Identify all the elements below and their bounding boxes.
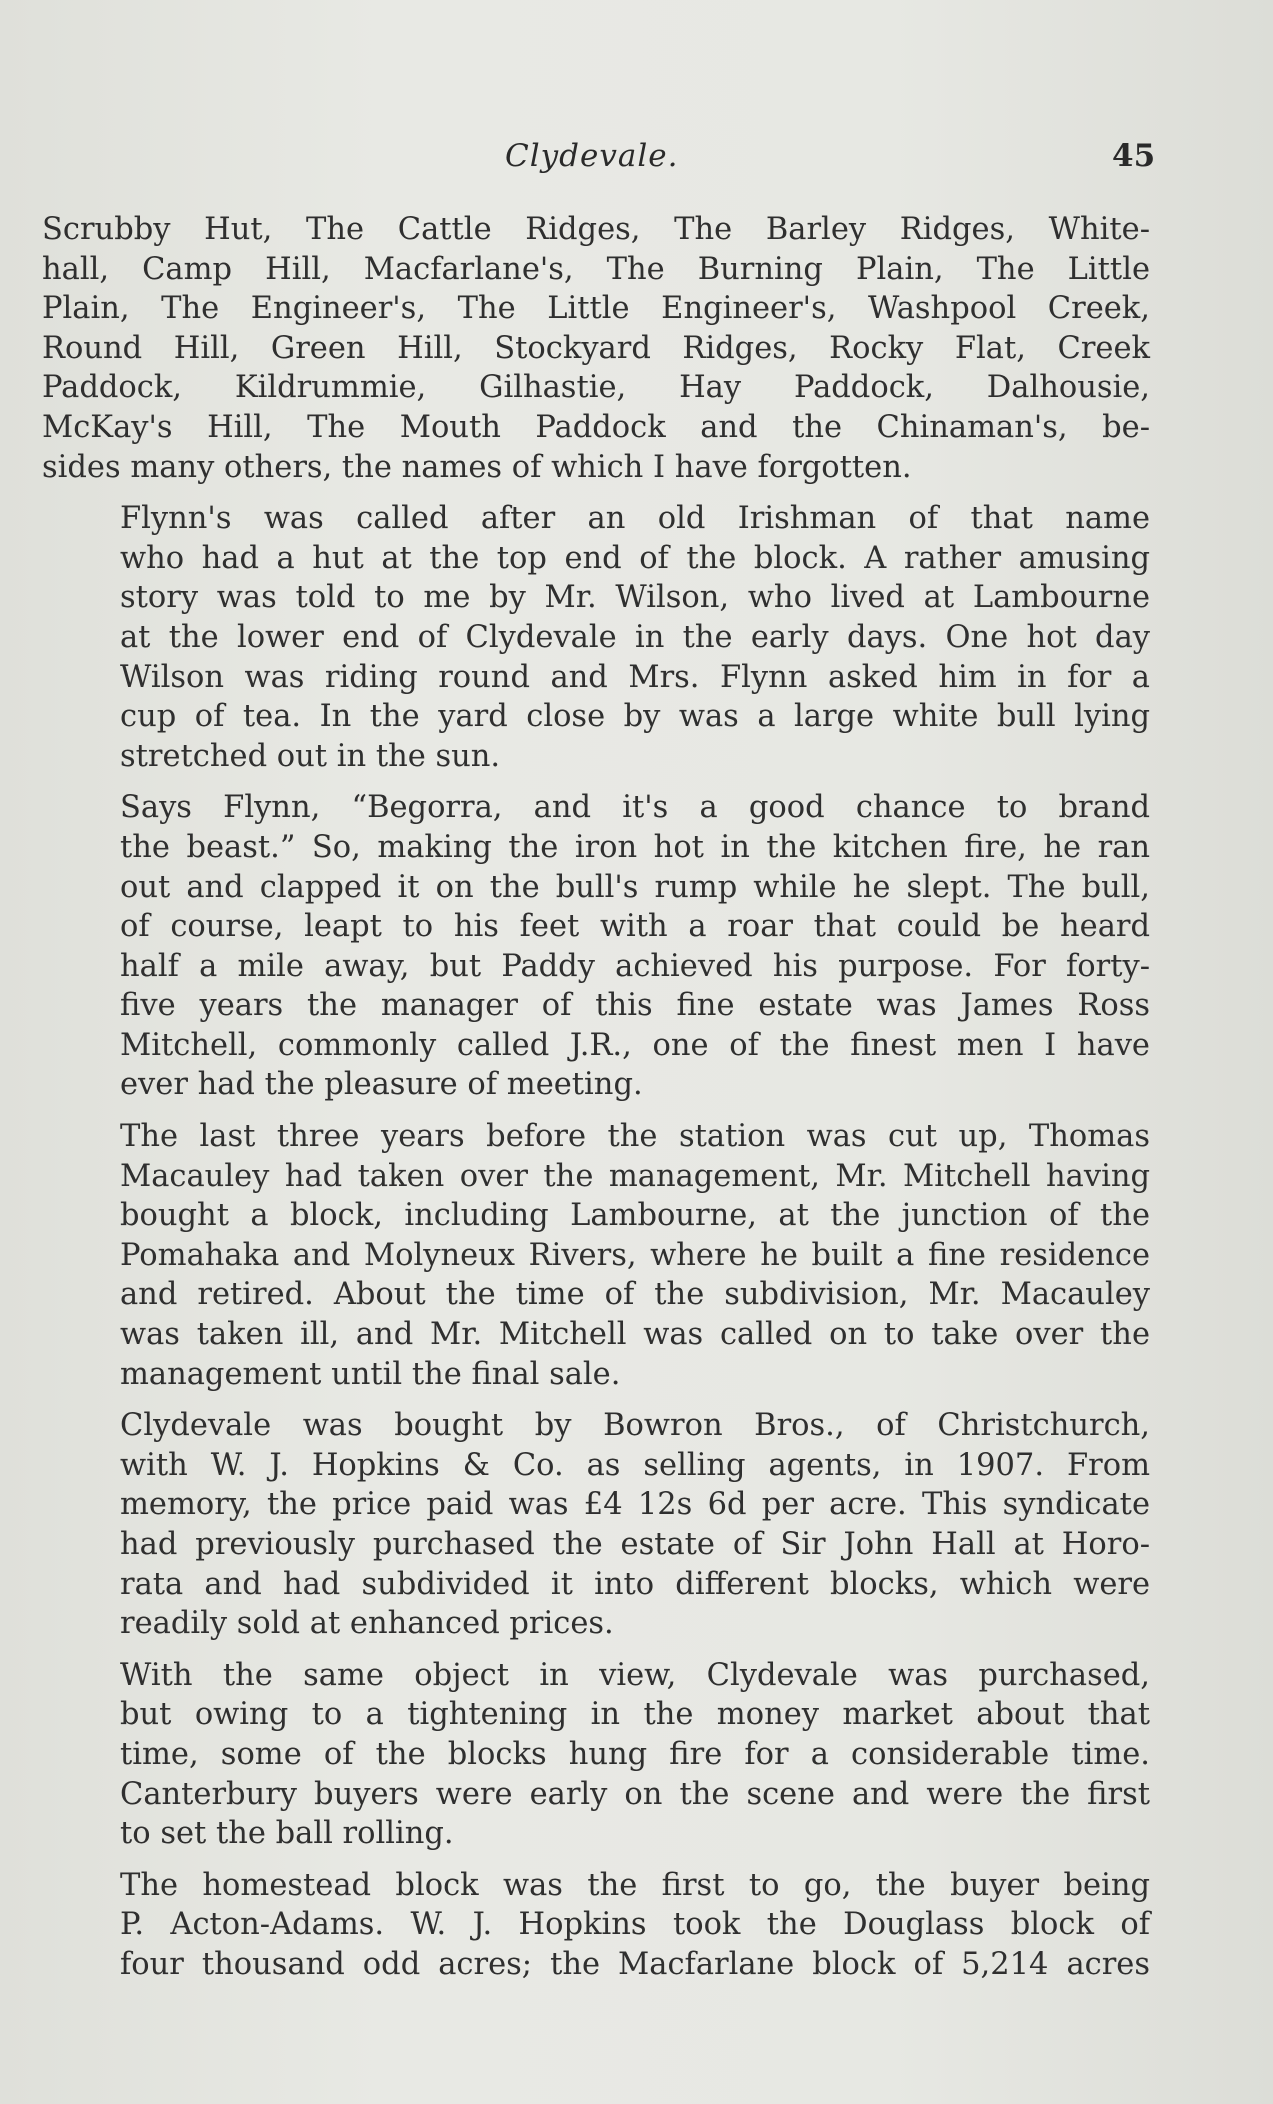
text-body (42, 210, 1150, 1997)
text-line: With the same object in view, Clydevale was purchased, (120, 1657, 1150, 1693)
text-line: Says Flynn, “Begorra, and it's a good chance to brand (120, 790, 1150, 826)
text-line: Flynn's was called after an old Irishman of that name (120, 501, 1150, 537)
text-line: P. Acton-Adams. W. J. Hopkins took the Douglass block of (120, 1907, 1150, 1943)
text-line: Canterbury buyers were early on the scene and were the first (120, 1776, 1150, 1812)
text-line: Plain, The Engineer's, The Little Engineer's, Washpool Creek, (42, 291, 1150, 327)
text-line: who had a hut at the top end of the block. A rather amusing (120, 540, 1150, 576)
text-line: out and clapped it on the bull's rump while he slept. The bull, (120, 869, 1150, 905)
page-number: 45 (1112, 138, 1156, 174)
text-line: story was told to me by Mr. Wilson, who lived at Lambourne (120, 580, 1150, 616)
text-line: at the lower end of Clydevale in the early days. One hot day (120, 619, 1150, 655)
text-line: was taken ill, and Mr. Mitchell was called on to take over the (120, 1317, 1150, 1353)
text-line: The homestead block was the first to go, the buyer being (120, 1867, 1150, 1903)
text-line: ever had the pleasure of meeting. (120, 1067, 643, 1103)
text-line: Round Hill, Green Hill, Stockyard Ridges, Rocky Flat, Creek (42, 330, 1150, 366)
paragraph (42, 1866, 1150, 1985)
text-line: cup of tea. In the yard close by was a large white bull lying (120, 699, 1150, 735)
text-line: with W. J. Hopkins & Co. as selling agents, in 1907. From (120, 1447, 1150, 1483)
running-head (0, 138, 1273, 188)
text-line: McKay's Hill, The Mouth Paddock and the Chinaman's, be- (42, 409, 1150, 445)
text-line: and retired. About the time of the subdivision, Mr. Macauley (120, 1277, 1150, 1313)
text-line: Wilson was riding round and Mrs. Flynn asked him in for a (120, 659, 1150, 695)
text-line: Macauley had taken over the management, Mr. Mitchell having (120, 1158, 1150, 1194)
text-line: hall, Camp Hill, Macfarlane's, The Burning Plain, The Little (42, 251, 1150, 287)
text-line: Clydevale was bought by Bowron Bros., of Christchurch, (120, 1408, 1150, 1444)
text-line: Scrubby Hut, The Cattle Ridges, The Barley Ridges, White- (42, 212, 1150, 247)
paragraph (42, 788, 1150, 1105)
text-line: of course, leapt to his feet with a roar that could be heard (120, 909, 1150, 945)
text-line: management until the final sale. (120, 1356, 621, 1392)
text-line: sides many others, the names of which I have forgotten. (42, 449, 912, 485)
paragraph (42, 210, 1150, 487)
text-line: the beast.” So, making the iron hot in the kitchen fire, he ran (120, 829, 1150, 865)
text-line: Paddock, Kildrummie, Gilhastie, Hay Paddock, Dalhousie, (42, 370, 1150, 406)
text-line: Mitchell, commonly called J.R., one of the finest men I have (120, 1027, 1150, 1063)
running-title: Clydevale. (505, 138, 679, 174)
paragraph (42, 1117, 1150, 1394)
text-line: memory, the price paid was £4 12s 6d per acre. This syndicate (120, 1487, 1150, 1523)
paragraph (42, 1406, 1150, 1644)
text-line: half a mile away, but Paddy achieved his purpose. For forty- (120, 948, 1150, 984)
text-line: bought a block, including Lambourne, at the junction of the (120, 1198, 1150, 1234)
paragraph (42, 499, 1150, 776)
text-line: time, some of the blocks hung fire for a considerable time. (120, 1736, 1150, 1772)
text-line: readily sold at enhanced prices. (120, 1606, 614, 1642)
paragraph (42, 1656, 1150, 1854)
text-line: stretched out in the sun. (120, 738, 501, 774)
text-line: The last three years before the station was cut up, Thomas (120, 1119, 1150, 1155)
text-line: Pomahaka and Molyneux Rivers, where he built a fine residence (120, 1237, 1150, 1273)
text-line: five years the manager of this fine estate was James Ross (120, 988, 1150, 1024)
text-line: rata and had subdivided it into different blocks, which were (120, 1566, 1150, 1602)
text-line: had previously purchased the estate of Sir John Hall at Horo- (120, 1527, 1150, 1562)
text-line: but owing to a tightening in the money market about that (120, 1697, 1150, 1733)
text-line: to set the ball rolling. (120, 1816, 454, 1852)
text-line: four thousand odd acres; the Macfarlane block of 5,214 acres (120, 1946, 1150, 1982)
